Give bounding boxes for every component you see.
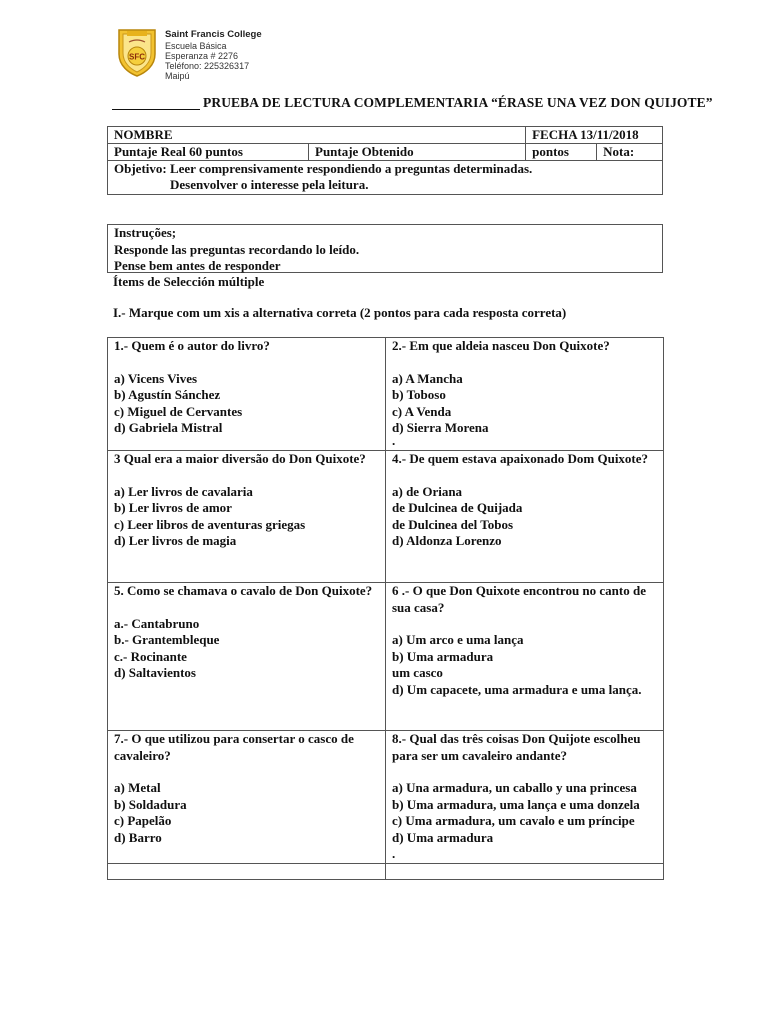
fecha-cell: FECHA 13/11/2018 [526, 127, 663, 144]
answer-option[interactable]: a) A Mancha [392, 370, 463, 386]
instructions-line: Responde las preguntas recordando lo leído. [114, 241, 360, 257]
answer-option[interactable]: a) Vicens Vives [114, 370, 198, 386]
question-text: 4.- De quem estava apaixonado Dom Quixote? [392, 451, 649, 466]
empty-cell [386, 863, 664, 879]
answer-option[interactable]: c.- Rocinante [114, 648, 187, 664]
question-cell [108, 583, 386, 731]
answer-option[interactable]: b.- Grantembleque [114, 632, 220, 647]
school-name: Saint Francis College [165, 29, 262, 40]
stray-mark: . [392, 432, 396, 448]
question-text: 7.- O que utilizou para consertar o casco de cavaleiro? [114, 731, 354, 763]
answer-option[interactable]: a) Una armadura, un caballo y una princesa [392, 780, 637, 795]
school-line: Esperanza # 2276 [165, 51, 239, 61]
question-text: 8.- Qual das três coisas Don Quijote escolheu para ser um cavaleiro andante? [392, 731, 641, 763]
answer-option[interactable]: a) de Oriana [392, 483, 463, 499]
title-underline [112, 109, 200, 110]
empty-cell [108, 863, 386, 879]
puntaje-obtenido-label: Puntaje Obtenido [315, 144, 414, 159]
answer-option[interactable]: b) Soldadura [114, 796, 187, 812]
answer-option[interactable]: c) Papelão [114, 813, 172, 828]
answer-option[interactable]: b) Agustín Sánchez [114, 387, 221, 402]
answer-option[interactable]: b) Ler livros de amor [114, 500, 232, 515]
instructions-heading: Instruções; [114, 225, 177, 240]
question-text: 1.- Quem é o autor do livro? [114, 338, 270, 353]
answer-option[interactable]: b) Uma armadura [392, 648, 494, 664]
answer-option[interactable]: um casco [392, 665, 443, 680]
objetivo-cell [108, 161, 663, 195]
answer-option[interactable]: d) Uma armadura [392, 829, 494, 845]
puntaje-obtenido-cell[interactable] [309, 144, 526, 161]
question-text: 3 Qual era a maior diversão do Don Quixote? [114, 451, 366, 466]
answer-option[interactable]: c) A Venda [392, 403, 452, 419]
questions-table [107, 337, 664, 880]
instructions-line: Pense bem antes de responder [114, 258, 281, 273]
school-line: Teléfono: 225326317 [165, 61, 250, 71]
instructions-box [107, 224, 663, 273]
pontos-cell [526, 144, 597, 161]
question-cell [386, 583, 664, 731]
stray-mark: . [392, 846, 396, 861]
question-text: 6 .- O que Don Quixote encontrou no canto de sua casa? [392, 583, 646, 615]
objetivo-line-2: Desenvolver o interesse pela leitura. [170, 177, 369, 192]
answer-option[interactable]: d) Sierra Morena [392, 420, 489, 435]
answer-option[interactable]: c) Leer libros de aventuras griegas [114, 516, 306, 532]
answer-option[interactable]: a) Metal [114, 780, 161, 795]
answer-option[interactable]: d) Barro [114, 829, 162, 845]
question-text: 5. Como se chamava o cavalo de Don Quixote? [114, 583, 373, 598]
question-cell [386, 451, 664, 583]
question-cell [108, 731, 386, 864]
pontos-label: pontos [532, 144, 569, 159]
answer-option[interactable]: d) Saltavientos [114, 665, 196, 680]
answer-option[interactable]: a.- Cantabruno [114, 615, 200, 631]
school-info [165, 30, 262, 81]
school-line: Escuela Básica [165, 41, 227, 51]
school-line: Maipú [165, 71, 190, 81]
answer-option[interactable]: a) Ler livros de cavalaria [114, 483, 253, 499]
svg-text:SFC: SFC [129, 52, 145, 62]
student-info-table [107, 126, 663, 195]
answer-option[interactable]: a) Um arco e uma lança [392, 632, 524, 647]
question-cell [386, 338, 664, 451]
nota-cell[interactable] [597, 144, 663, 161]
nota-label: Nota: [603, 144, 635, 159]
answer-option[interactable]: c) Miguel de Cervantes [114, 403, 243, 419]
answer-option[interactable]: d) Ler livros de magia [114, 533, 237, 548]
answer-option[interactable]: de Dulcinea de Quijada [392, 500, 523, 515]
items-label: Ítems de Selección múltiple [113, 274, 265, 289]
question-cell [108, 451, 386, 583]
school-crest-icon [115, 26, 159, 78]
objetivo-line-1: Objetivo: Leer comprensivamente respondiendo a preguntas determinadas. [114, 161, 533, 176]
answer-option[interactable]: c) Uma armadura, um cavalo e um príncipe [392, 813, 635, 828]
nombre-cell[interactable]: NOMBRE [108, 127, 526, 144]
puntaje-real-cell: Puntaje Real 60 puntos [108, 144, 309, 161]
answer-option[interactable]: de Dulcinea del Tobos [392, 516, 514, 532]
question-cell [108, 338, 386, 451]
page-title: PRUEBA DE LECTURA COMPLEMENTARIA “ÉRASE UNA VEZ DON QUIJOTE” [203, 95, 713, 110]
question-cell [386, 731, 664, 864]
answer-option[interactable]: d) Aldonza Lorenzo [392, 533, 502, 548]
answer-option[interactable]: b) Uma armadura, uma lança e uma donzela [392, 796, 640, 812]
section-title: I.- Marque com um xis a alternativa correta (2 pontos para cada resposta correta) [113, 305, 567, 320]
question-text: 2.- Em que aldeia nasceu Don Quixote? [392, 338, 610, 353]
answer-option[interactable]: b) Toboso [392, 387, 446, 402]
answer-option[interactable]: d) Um capacete, uma armadura e uma lança. [392, 681, 642, 697]
answer-option[interactable]: d) Gabriela Mistral [114, 420, 223, 435]
